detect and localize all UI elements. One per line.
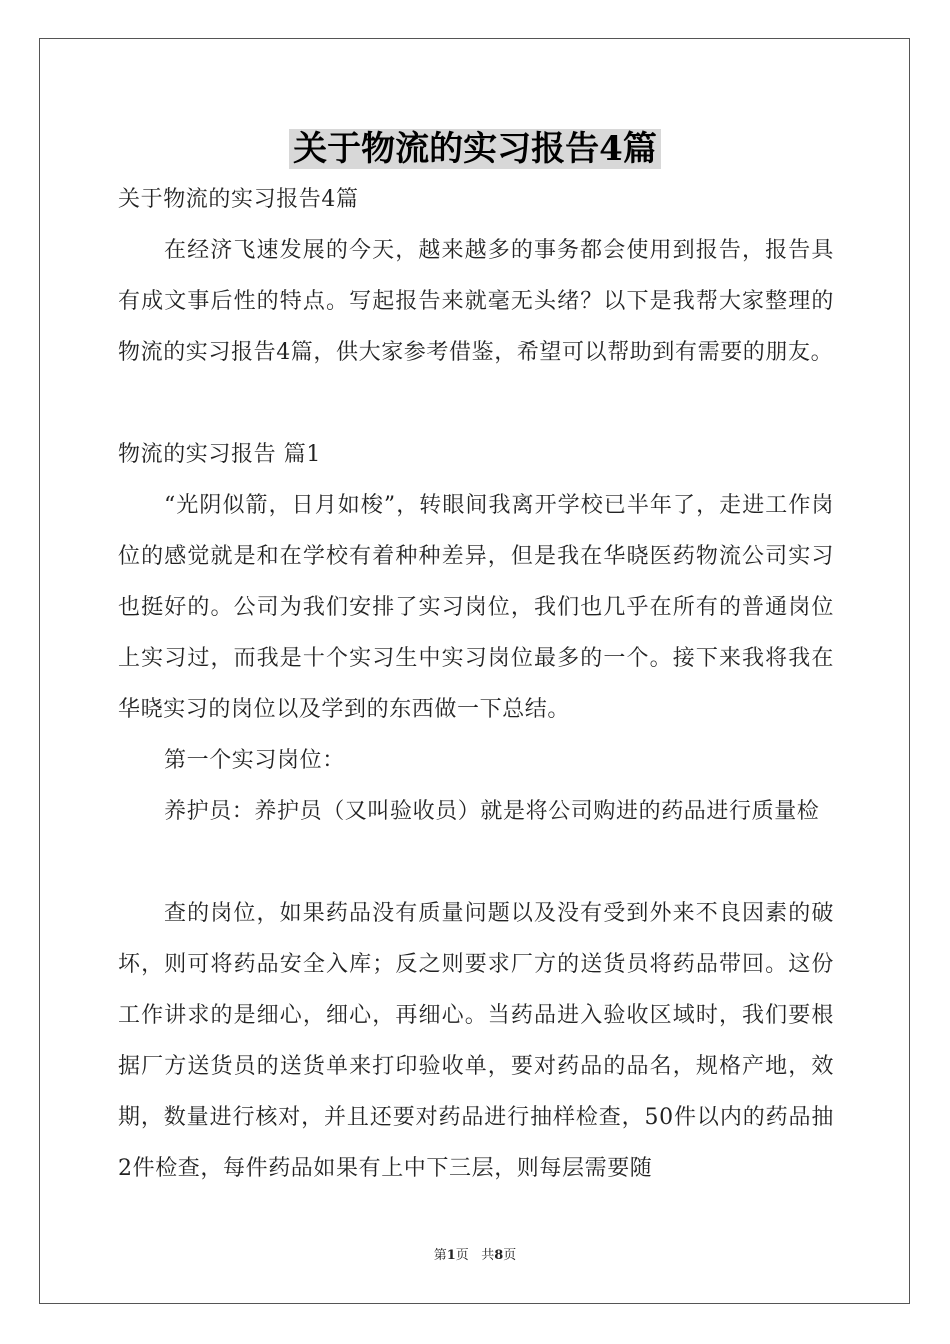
total-prefix: 共: [481, 1248, 495, 1263]
page-suffix: 页: [455, 1248, 469, 1263]
total-pages: 8: [494, 1248, 504, 1263]
intro-paragraph: 在经济飞速发展的今天，越来越多的事务都会使用到报告，报告具有成文事后性的特点。写起报告来就毫无头绪？以下是我帮大家整理的物流的实习报告4篇，供大家参考借鉴，希望可以帮助到有需要的朋友。: [118, 238, 834, 365]
document-subtitle: 关于物流的实习报告4篇: [118, 187, 359, 212]
body-paragraph-1: “光阴似箭，日月如梭”，转眼间我离开学校已半年了，走进工作岗位的感觉就是和在学校有着种种差异，但是我在华晓医药物流公司实习也挺好的。公司为我们安排了实习岗位，我们也几乎在所有的普通岗位上实习过，而我是十个实习生中实习岗位最多的一个。接下来我将我在华晓实习的岗位以及学到的东西做一下总结。: [118, 493, 834, 722]
body-paragraph-3: 养护员：养护员（又叫验收员）就是将公司购进的药品进行质量检: [164, 799, 820, 824]
document-title: [0, 126, 950, 172]
section-heading: 物流的实习报告 篇1: [118, 442, 321, 467]
total-suffix: 页: [503, 1248, 517, 1263]
page-footer: [0, 1244, 950, 1263]
document-title-text: 关于物流的实习报告4篇: [289, 129, 661, 169]
body-paragraph-2: 第一个实习岗位：: [164, 748, 345, 773]
page-number: 1: [446, 1248, 456, 1263]
page-prefix: 第: [433, 1248, 447, 1263]
body-paragraph-4: 查的岗位，如果药品没有质量问题以及没有受到外来不良因素的破坏，则可将药品安全入库；反之则要求厂方的送货员将药品带回。这份工作讲求的是细心，细心，再细心。当药品进入验收区域时，我们要根据厂方送货员的送货单来打印验收单，要对药品的品名，规格产地，效期，数量进行核对，并且还要对药品进行抽样检查，50件以内的药品抽2件检查，每件药品如果有上中下三层，则每层需要随: [118, 901, 834, 1181]
